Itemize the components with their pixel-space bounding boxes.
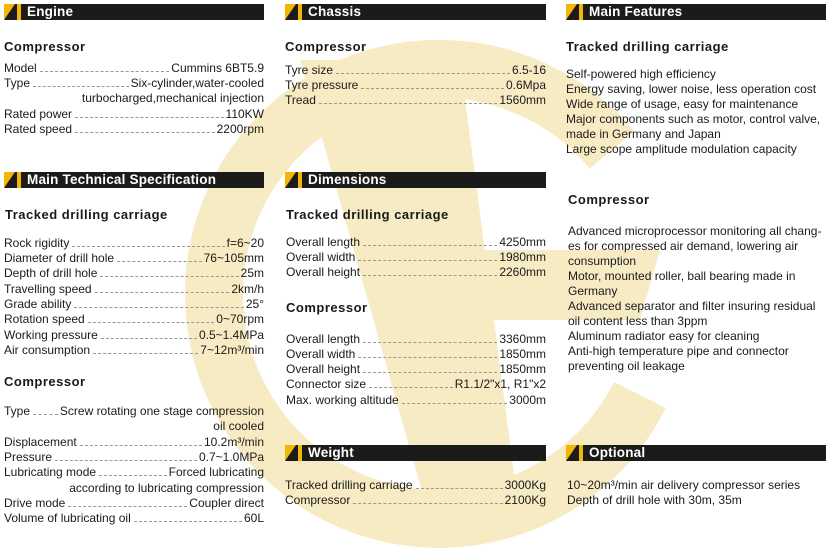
spec-label: Tyre pressure — [285, 78, 359, 92]
spec-label: Overall width — [286, 347, 356, 361]
weight-header — [285, 445, 546, 461]
spec-value: 4250mm — [499, 235, 546, 249]
features-list — [566, 67, 826, 157]
spec-label: Travelling speed — [4, 282, 92, 296]
spec-row — [4, 266, 264, 281]
spec-label: Working pressure — [4, 328, 98, 342]
spec-value: 2km/h — [231, 282, 264, 296]
spec-value: 3000m — [509, 393, 546, 407]
spec-label: Grade ability — [4, 297, 72, 311]
spec-row — [4, 282, 264, 297]
spec-value: 1850mm — [499, 362, 546, 376]
features-compressor-subheading: Compressor — [568, 192, 650, 207]
spec-row — [286, 332, 546, 347]
spec-label: Model — [4, 61, 37, 75]
spec-value: Screw rotating one stage compression — [59, 404, 264, 418]
spec-row — [4, 496, 264, 511]
feature-item: Wide range of usage, easy for maintenance — [566, 97, 799, 111]
weight-header-title: Weight — [308, 445, 354, 460]
features-header — [566, 4, 826, 20]
spec-label: Type — [4, 404, 31, 418]
engine-header-title: Engine — [27, 4, 74, 19]
spec-row — [286, 362, 546, 377]
feature-text: Advanced microprocessor monitoring all chang- — [568, 224, 822, 238]
spec-value: R1.1/2"x1, R1"x2 — [454, 377, 546, 391]
spec-label: Diameter of drill hole — [4, 251, 115, 265]
spec-row — [286, 393, 546, 408]
dimensions-compressor-subheading: Compressor — [286, 300, 368, 315]
feature-item: preventing oil leakage — [568, 359, 685, 373]
spec-row — [4, 107, 264, 122]
spec-label: Tracked drilling carriage — [285, 478, 413, 492]
spec-label: Tyre size — [285, 63, 334, 77]
spec-label: Displacement — [4, 435, 77, 449]
dimensions-subheading: Tracked drilling carriage — [286, 207, 449, 222]
spec-row — [4, 236, 264, 251]
feature-item: Energy saving, lower noise, less operation cost — [566, 82, 817, 96]
spec-row — [286, 235, 546, 250]
spec-label: Overall length — [286, 332, 361, 346]
spec-value: Cummins 6BT5.9 — [171, 61, 264, 75]
spec-value: 110KW — [225, 107, 264, 121]
dimensions-header — [285, 172, 546, 188]
chassis-subheading: Compressor — [285, 39, 367, 54]
spec-row — [4, 465, 264, 480]
feature-item: consumption — [568, 254, 637, 268]
spec-value: 3000Kg — [504, 478, 546, 492]
spec-label: Drive mode — [4, 496, 66, 510]
spec-value: 25° — [245, 297, 264, 311]
spec-label: Depth of drill hole — [4, 266, 98, 280]
spec-value: 1560mm — [499, 93, 546, 107]
spec-value: f=6~20 — [226, 236, 264, 250]
spec-value: 2260mm — [499, 265, 546, 279]
tech-compressor-subheading: Compressor — [4, 374, 86, 389]
chassis-header — [285, 4, 546, 20]
spec-value: 0.6Mpa — [505, 78, 546, 92]
feature-item — [568, 224, 826, 239]
optional-header — [566, 445, 826, 461]
spec-label: Rated power — [4, 107, 73, 121]
optional-item: 10~20m³/min air delivery compressor series — [567, 478, 801, 492]
tech-spec-header — [4, 172, 264, 188]
spec-value: Forced lubricating — [168, 465, 264, 479]
spec-value: 25m — [240, 266, 264, 280]
spec-value: Six-cylinder,water-cooled — [130, 76, 264, 90]
optional-list — [567, 478, 825, 508]
spec-label: Max. working altitude — [286, 393, 399, 407]
spec-value: 3360mm — [499, 332, 546, 346]
feature-item: Aluminum radiator easy for cleaning — [568, 329, 760, 343]
features-subheading: Tracked drilling carriage — [566, 39, 729, 54]
spec-row — [286, 250, 546, 265]
spec-row — [4, 343, 264, 358]
chassis-header-title: Chassis — [308, 4, 362, 19]
optional-header-title: Optional — [589, 445, 646, 460]
spec-row — [4, 76, 264, 91]
spec-label: Rotation speed — [4, 312, 85, 326]
spec-row — [4, 328, 264, 343]
feature-item: Self-powered high efficiency — [566, 67, 716, 81]
spec-value: 76~105mm — [203, 251, 264, 265]
spec-label: Connector size — [286, 377, 367, 391]
spec-row — [286, 265, 546, 280]
optional-item: Depth of drill hole with 30m, 35m — [567, 493, 742, 507]
spec-row — [285, 493, 546, 508]
spec-row — [4, 312, 264, 327]
feature-item: Anti-high temperature pipe and connector — [568, 344, 789, 358]
spec-value-continued: turbocharged,mechanical injection — [81, 91, 264, 105]
tech-spec-header-title: Main Technical Specification — [27, 172, 217, 187]
feature-item: es for compressed air demand, lowering air — [568, 239, 799, 253]
spec-label: Overall width — [286, 250, 356, 264]
dimensions-header-title: Dimensions — [308, 172, 387, 187]
spec-label: Rated speed — [4, 122, 73, 136]
spec-value: 6.5-16 — [511, 63, 546, 77]
feature-item: Major components such as motor, control valve, — [566, 112, 821, 126]
feature-item: Motor, mounted roller, ball bearing made in — [568, 269, 796, 283]
feature-item: Large scope amplitude modulation capacity — [566, 142, 797, 156]
spec-row — [4, 435, 264, 450]
spec-value: 2200rpm — [216, 122, 264, 136]
spec-row — [4, 61, 264, 76]
feature-item: made in Germany and Japan — [566, 127, 721, 141]
features-header-title: Main Features — [589, 4, 683, 19]
spec-value: 0~70rpm — [216, 312, 264, 326]
spec-row — [286, 347, 546, 362]
spec-label: Overall length — [286, 235, 361, 249]
spec-label: Overall height — [286, 362, 361, 376]
spec-row — [285, 478, 546, 493]
spec-value: 7~12m³/min — [200, 343, 264, 357]
feature-item: Advanced separator and filter insuring residual — [568, 299, 816, 313]
spec-value: Coupler direct — [189, 496, 264, 510]
spec-label: Volume of lubricating oil — [4, 511, 131, 525]
spec-value: 0.5~1.4MPa — [198, 328, 264, 342]
spec-value: 0.7~1.0MPa — [198, 450, 264, 464]
spec-value-continued: oil cooled — [213, 419, 264, 433]
spec-row — [285, 63, 546, 78]
tech-spec-subheading: Tracked drilling carriage — [5, 207, 168, 222]
spec-label: Tread — [285, 93, 316, 107]
spec-row — [285, 78, 546, 93]
spec-label: Type — [4, 76, 31, 90]
spec-value: 10.2m³/min — [203, 435, 264, 449]
spec-row — [286, 377, 546, 392]
spec-label: Overall height — [286, 265, 361, 279]
spec-value: 1980mm — [499, 250, 546, 264]
spec-row — [4, 122, 264, 137]
spec-label: Compressor — [285, 493, 351, 507]
engine-header — [4, 4, 264, 20]
spec-label: Pressure — [4, 450, 53, 464]
spec-row — [4, 511, 264, 526]
spec-label: Rock rigidity — [4, 236, 70, 250]
feature-item: Germany — [568, 284, 618, 298]
engine-subheading: Compressor — [4, 39, 86, 54]
spec-value: 1850mm — [499, 347, 546, 361]
spec-value: 2100Kg — [504, 493, 546, 507]
spec-label: Lubricating mode — [4, 465, 97, 479]
spec-row — [285, 93, 546, 108]
spec-value-continued: according to lubricating compression — [69, 481, 264, 495]
spec-row — [4, 297, 264, 312]
spec-row — [4, 450, 264, 465]
spec-row — [4, 251, 264, 266]
spec-label: Air consumption — [4, 343, 91, 357]
compressor-features-list — [568, 224, 826, 374]
spec-row — [4, 404, 264, 419]
spec-value: 60L — [243, 511, 264, 525]
feature-item: oil content less than 3ppm — [568, 314, 708, 328]
